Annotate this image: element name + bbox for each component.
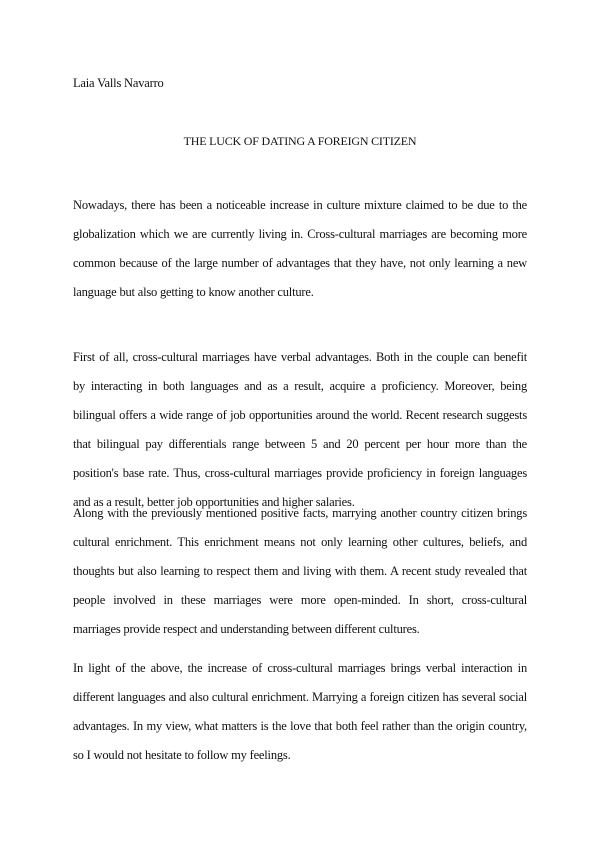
paragraph-line: different languages and also cultural enrichment. Marrying a foreign citizen has several social bbox=[73, 690, 527, 704]
paragraph-line: thoughts but also learning to respect them and living with them. A recent study revealed that bbox=[73, 564, 527, 578]
paragraph-conclusion bbox=[73, 654, 527, 770]
paragraph-line: people involved in these marriages were more open-minded. In short, cross-cultural bbox=[73, 593, 527, 607]
author-name: Laia Valls Navarro bbox=[73, 76, 164, 90]
paragraph-line: so I would not hesitate to follow my feelings. bbox=[73, 748, 291, 762]
paragraph-line: by interacting in both languages and as a result, acquire a proficiency. Moreover, being bbox=[73, 379, 527, 393]
paragraph-line: cultural enrichment. This enrichment means not only learning other cultures, beliefs, and bbox=[73, 535, 527, 549]
paragraph-line: and as a result, better job opportunities and higher salaries. bbox=[73, 495, 355, 509]
paragraph-verbal-advantages bbox=[73, 343, 527, 517]
paragraph-cultural-enrichment bbox=[73, 499, 527, 644]
paragraph-line: position's base rate. Thus, cross-cultural marriages provide proficiency in foreign languages bbox=[73, 466, 527, 480]
paragraph-line: that bilingual pay differentials range between 5 and 20 percent per hour more than the bbox=[73, 437, 527, 451]
paragraph-line: Nowadays, there has been a noticeable increase in culture mixture claimed to be due to the bbox=[73, 198, 527, 212]
paragraph-line: common because of the large number of advantages that they have, not only learning a new bbox=[73, 256, 527, 270]
paragraph-line: advantages. In my view, what matters is the love that both feel rather than the origin country, bbox=[73, 719, 527, 733]
paragraph-line: language but also getting to know another culture. bbox=[73, 285, 314, 299]
paragraph-line: Along with the previously mentioned positive facts, marrying another country citizen brings bbox=[73, 506, 527, 520]
paragraph-line: bilingual offers a wide range of job opportunities around the world. Recent research suggests bbox=[73, 408, 527, 422]
paragraph-line: First of all, cross-cultural marriages have verbal advantages. Both in the couple can benefit bbox=[73, 350, 527, 364]
paragraph-intro bbox=[73, 191, 527, 307]
paragraph-line: In light of the above, the increase of cross-cultural marriages brings verbal interaction in bbox=[73, 661, 527, 675]
paragraph-line: globalization which we are currently living in. Cross-cultural marriages are becoming more bbox=[73, 227, 527, 241]
paragraph-line: marriages provide respect and understanding between different cultures. bbox=[73, 622, 420, 636]
essay-title: THE LUCK OF DATING A FOREIGN CITIZEN bbox=[183, 134, 417, 148]
